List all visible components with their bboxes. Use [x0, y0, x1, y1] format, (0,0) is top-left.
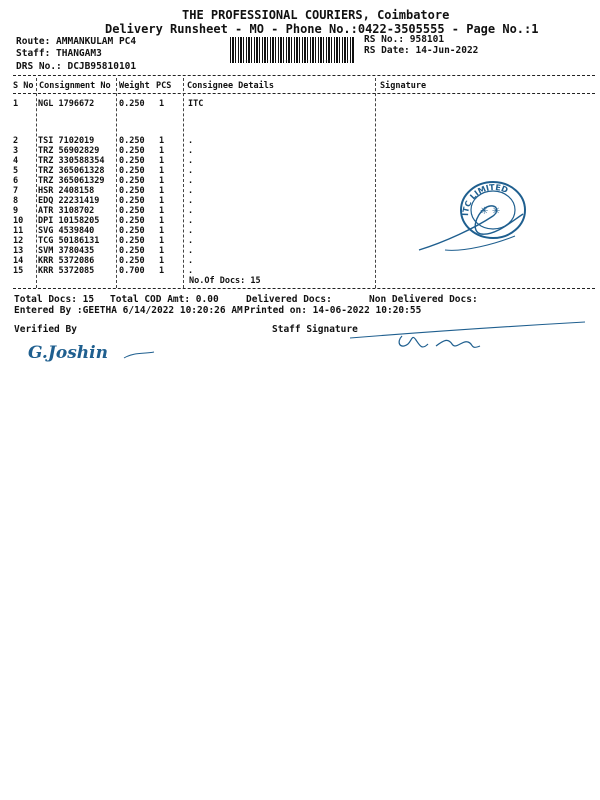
row-sno: 1	[13, 99, 19, 109]
row-consignment: KRR 5372086	[38, 256, 95, 266]
row-sno: 12	[13, 236, 24, 246]
row-weight: 0.250	[119, 146, 145, 156]
row-consignee: .	[188, 156, 194, 166]
row-consignee: .	[188, 206, 194, 216]
staff-signature-label: Staff Signature	[272, 324, 358, 335]
drs-number: DRS No.: DCJB95810101	[16, 61, 137, 72]
row-weight: 0.250	[119, 246, 145, 256]
row-consignment: TCG 50186131	[38, 236, 100, 246]
row-sno: 3	[13, 146, 19, 156]
row-consignee: .	[188, 136, 194, 146]
no-of-docs: No.Of Docs: 15	[189, 276, 261, 286]
col-weight-header: Weight	[119, 81, 150, 91]
runsheet-subtitle: Delivery Runsheet - MO - Phone No.:0422-3505555 - Page No.:1	[105, 22, 539, 36]
row-pcs: 1	[159, 146, 165, 156]
barcode	[230, 37, 355, 63]
row-consignee: .	[188, 166, 194, 176]
row-consignment: TRZ 365061328	[38, 166, 105, 176]
row-consignment: HSR 2408158	[38, 186, 95, 196]
col-signature-header: Signature	[380, 81, 427, 91]
row-pcs: 1	[159, 236, 165, 246]
row-consignee: .	[188, 226, 194, 236]
svg-text:✳ ✳: ✳ ✳	[480, 206, 501, 217]
row-weight: 0.250	[119, 216, 145, 226]
row-consignment: DPI 10158205	[38, 216, 100, 226]
row-weight: 0.250	[119, 166, 145, 176]
col-consignment-header: Consignment No	[39, 81, 111, 91]
row-consignee: .	[188, 266, 194, 276]
col-divider	[36, 78, 37, 288]
row-consignment: SVG 4539840	[38, 226, 95, 236]
delivered-docs: Delivered Docs:	[246, 294, 332, 305]
verified-by-label: Verified By	[14, 324, 77, 335]
row-pcs: 1	[159, 136, 165, 146]
staff-label: Staff: THANGAM3	[16, 48, 102, 59]
row-weight: 0.250	[119, 99, 145, 109]
row-weight: 0.700	[119, 266, 145, 276]
row-weight: 0.250	[119, 206, 145, 216]
row-consignment: TRZ 365061329	[38, 176, 105, 186]
row-weight: 0.250	[119, 256, 145, 266]
row-pcs: 1	[159, 156, 165, 166]
row-consignment: TRZ 330588354	[38, 156, 105, 166]
row-weight: 0.250	[119, 196, 145, 206]
row-pcs: 1	[159, 99, 165, 109]
total-cod-amount: Total COD Amt: 0.00	[110, 294, 219, 305]
total-docs: Total Docs: 15	[14, 294, 95, 305]
row-weight: 0.250	[119, 186, 145, 196]
header-top-divider	[13, 75, 595, 76]
route-label: Route: AMMANKULAM PC4	[16, 36, 137, 47]
row-pcs: 1	[159, 206, 165, 216]
row-pcs: 1	[159, 246, 165, 256]
header-bottom-divider	[13, 93, 595, 94]
company-title: THE PROFESSIONAL COURIERS, Coimbatore	[182, 8, 450, 22]
row-consignment: SVM 3780435	[38, 246, 95, 256]
row-consignee: .	[188, 256, 194, 266]
row-pcs: 1	[159, 256, 165, 266]
row-sno: 6	[13, 176, 19, 186]
row-consignment: EDQ 22231419	[38, 196, 100, 206]
row-consignee: ITC	[188, 99, 204, 109]
table-bottom-divider	[13, 288, 595, 289]
row-weight: 0.250	[119, 226, 145, 236]
non-delivered-docs: Non Delivered Docs:	[369, 294, 478, 305]
row-consignee: .	[188, 186, 194, 196]
row-sno: 5	[13, 166, 19, 176]
row-consignee: .	[188, 236, 194, 246]
row-consignee: .	[188, 176, 194, 186]
row-pcs: 1	[159, 266, 165, 276]
verified-signature	[26, 338, 158, 364]
entered-by: Entered By :GEETHA 6/14/2022 10:20:26 AM	[14, 305, 243, 316]
row-sno: 13	[13, 246, 24, 256]
rs-number: RS No.: 958101	[364, 34, 445, 45]
row-consignment: KRR 5372085	[38, 266, 95, 276]
row-weight: 0.250	[119, 176, 145, 186]
row-pcs: 1	[159, 186, 165, 196]
row-pcs: 1	[159, 216, 165, 226]
row-pcs: 1	[159, 196, 165, 206]
row-sno: 14	[13, 256, 24, 266]
col-sno-header: S No	[13, 81, 34, 91]
row-weight: 0.250	[119, 156, 145, 166]
row-sno: 10	[13, 216, 24, 226]
row-sno: 4	[13, 156, 19, 166]
row-consignment: TRZ 56902829	[38, 146, 100, 156]
col-divider	[375, 78, 376, 288]
row-consignment: NGL 1796672	[38, 99, 95, 109]
row-sno: 9	[13, 206, 19, 216]
row-sno: 8	[13, 196, 19, 206]
row-consignee: .	[188, 146, 194, 156]
staff-signature	[340, 316, 590, 360]
row-sno: 15	[13, 266, 24, 276]
col-divider	[183, 78, 184, 288]
row-sno: 7	[13, 186, 19, 196]
row-weight: 0.250	[119, 236, 145, 246]
stamp-text: ITC LIMITED	[460, 182, 510, 217]
row-sno: 2	[13, 136, 19, 146]
consignee-signature	[415, 188, 555, 260]
col-pcs-header: PCS	[156, 81, 172, 91]
row-pcs: 1	[159, 176, 165, 186]
row-pcs: 1	[159, 166, 165, 176]
printed-on: Printed on: 14-06-2022 10:20:55	[244, 305, 422, 316]
row-consignment: ATR 3108702	[38, 206, 95, 216]
row-sno: 11	[13, 226, 24, 236]
row-consignee: .	[188, 216, 194, 226]
row-consignee: .	[188, 246, 194, 256]
col-divider	[116, 78, 117, 288]
verified-signature-text: G.Joshin	[28, 343, 108, 363]
col-consignee-header: Consignee Details	[187, 81, 274, 91]
rs-date: RS Date: 14-Jun-2022	[364, 45, 479, 56]
row-weight: 0.250	[119, 136, 145, 146]
row-pcs: 1	[159, 226, 165, 236]
row-consignment: TSI 7102019	[38, 136, 95, 146]
row-consignee: .	[188, 196, 194, 206]
